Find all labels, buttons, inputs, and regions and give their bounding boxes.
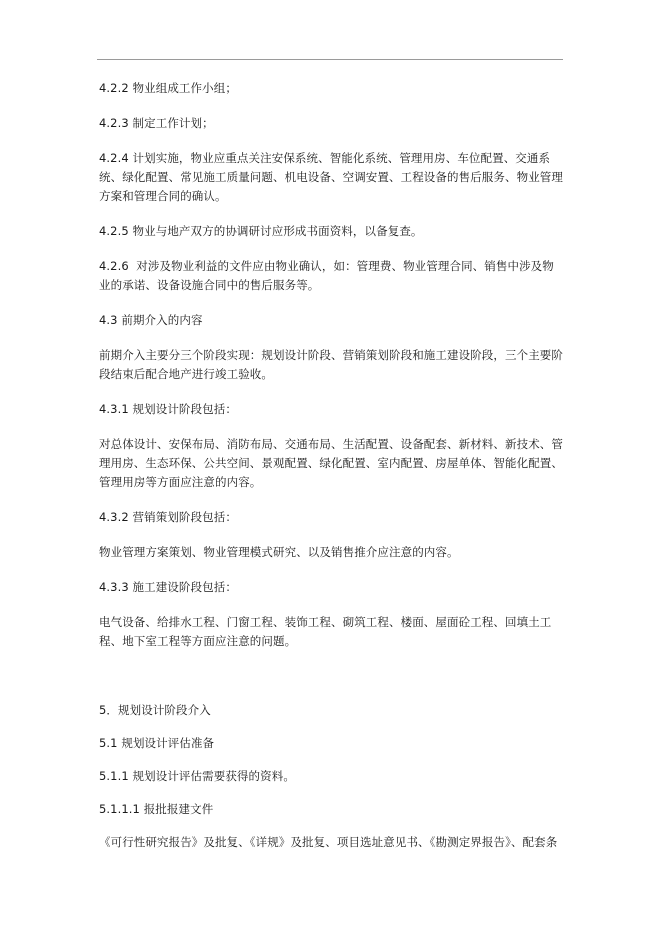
paragraph-4-3-2-body: 物业管理方案策划、物业管理模式研究、以及销售推介应注意的内容。 (99, 545, 459, 559)
paragraph-4-3-3-body: 电气设备、给排水工程、门窗工程、装饰工程、砌筑工程、楼面、屋面砼工程、回填土工程、地下室工程等方面应注意的问题。 (99, 615, 552, 648)
paragraph-4-2-2: 4.2.2 物业组成工作小组； (99, 81, 237, 95)
heading-4-3-1: 4.3.1 规划设计阶段包括： (99, 402, 237, 416)
paragraph-4-2-4: 4.2.4 计划实施，物业应重点关注安保系统、智能化系统、管理用房、车位配置、交通系统、绿化配置、常见施工质量问题、机电设备、空调安置、工程设备的售后服务、物业管理方案和管理合同的确认。 (99, 151, 563, 203)
heading-4-3-3: 4.3.3 施工建设阶段包括： (99, 580, 237, 594)
document-body (99, 79, 565, 866)
paragraph-5-1-1-1-body: 《可行性研究报告》及批复、《详规》及批复、项目选址意见书、《勘测定界报告》、配套条 (99, 835, 558, 849)
heading-5-1-1: 5.1.1 规划设计评估需要获得的资料。 (99, 769, 295, 783)
heading-4-3: 4.3 前期介入的内容 (99, 313, 203, 327)
paragraph-4-3-1-body: 对总体设计、安保布局、消防布局、交通布局、生活配置、设备配套、新材料、新技术、管理用房、生态环保、公共空间、景观配置、绿化配置、室内配置、房屋单体、智能化配置、管理用房等方面应注意的内容。 (99, 437, 563, 489)
paragraph-4-3-intro: 前期介入主要分三个阶段实现：规划设计阶段、营销策划阶段和施工建设阶段，三个主要阶段结束后配合地产进行竣工验收。 (99, 348, 563, 381)
paragraph-4-2-3: 4.2.3 制定工作计划； (99, 116, 214, 130)
heading-4-3-2: 4.3.2 营销策划阶段包括： (99, 510, 237, 524)
paragraph-4-2-6: 4.2.6 对涉及物业利益的文件应由物业确认，如：管理费、物业管理合同、销售中涉及物业的承诺、设备设施合同中的售后服务等。 (99, 259, 554, 292)
header-rule (97, 59, 563, 60)
heading-5: 5．规划设计阶段介入 (99, 703, 211, 717)
heading-5-1: 5.1 规划设计评估准备 (99, 736, 215, 750)
heading-5-1-1-1: 5.1.1.1 报批报建文件 (99, 802, 214, 816)
section-spacer (99, 667, 565, 701)
paragraph-4-2-5: 4.2.5 物业与地产双方的协调研讨应形成书面资料，以备复查。 (99, 224, 423, 238)
